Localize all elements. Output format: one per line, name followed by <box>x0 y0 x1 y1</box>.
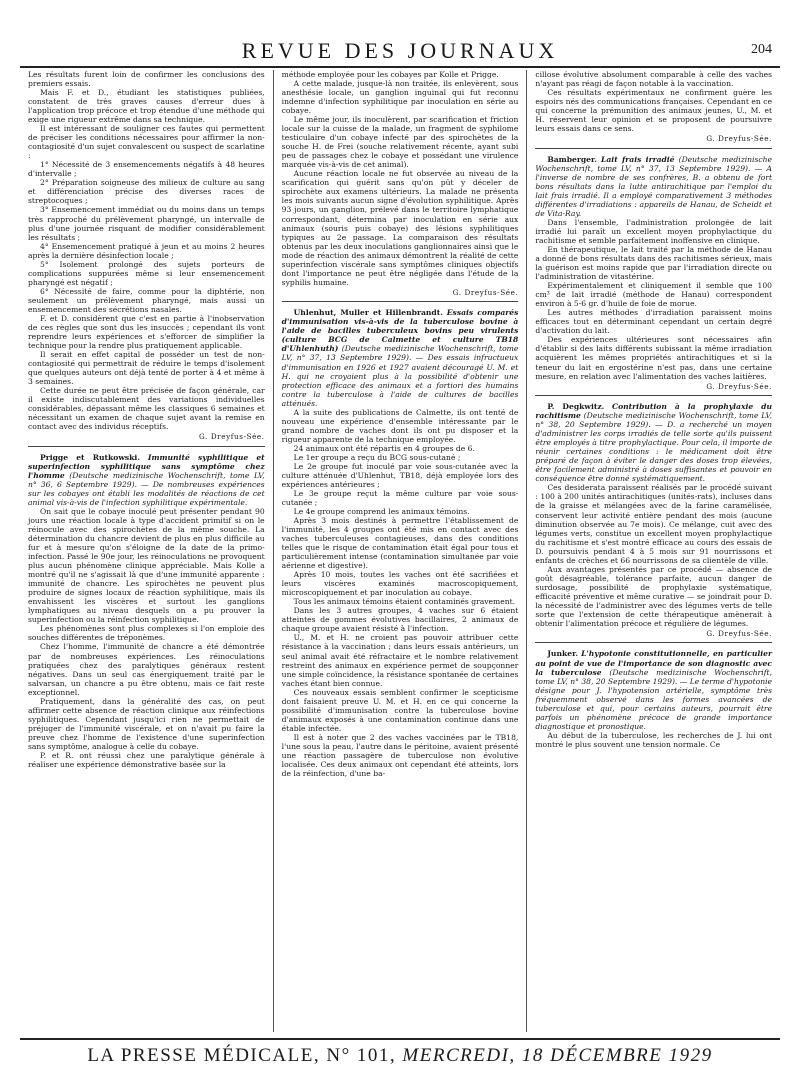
column-1 <box>20 70 273 1032</box>
author-signature: G. Dreyfus-Sée. <box>198 432 265 442</box>
author-signature: G. Dreyfus-Sée. <box>706 628 773 638</box>
body-paragraph: Le 4e groupe comprend les animaux témoins. <box>293 507 470 516</box>
article-source-and-body: (Deutsche medizinische Wochenschrift, tome LV, n° 36, 6 Septembre 1929). — De nombreuses expériences sur les cobayes ont établi les modalités de réactions de cet animal vis-à-vis de l'infection syphilitique expérimentale. <box>28 470 265 507</box>
article-separator <box>535 395 772 396</box>
body-paragraph: A cette malade, jusque-là non traitée, ils enlevèrent, sous anesthésie locale, un ganglion inguinal qui fut reconnu indemne d'infection syphilitique par inoculation en série au cobaye. <box>281 79 519 116</box>
body-paragraph: 1° Nécessité de 3 ensemencements négatifs à 48 heures d'intervalle ; <box>28 160 265 179</box>
body-paragraph: Expérimentalement et cliniquement il semble que 100 cm³ de lait irradié (méthode de Hanau) correspondent environ à 5-6 gr. d'huile de foie de morue. <box>535 281 773 309</box>
article-title: Lait frais irradié <box>601 154 675 164</box>
body-paragraph: 4° Ensemencement pratiqué à jeun et au moins 2 heures après la dernière désinfection locale ; <box>28 241 265 260</box>
body-paragraph: On sait que le cobaye inoculé peut présenter pendant 90 jours une réaction locale à type d'accident primitif si on le réinocule avec des spirochètes de la même souche. La détermination du chancre devient de plus en plus difficile au fur et à mesure qu'on s'éloigne de la date de la primo-infection. Passé le 90e jour, les réinoculations ne provoquent plus aucun phénomène clinique appréciable. Mais Kolle a montré qu'il ne s'agissait là que d'une immunité apparente : immunité de chancre. Les spirochètes ne peuvent plus produire de signes locaux de réaction syphilitique, mais ils envahissent les viscères et surtout les ganglions lymphatiques au niveau desquels on a pu prouver la superinfection ou la réinfection syphilitique. <box>28 507 265 625</box>
body-paragraph: 6° Nécessité de faire, comme pour la diphtérie, non seulement un prélèvement pharyngé, mais aussi un ensemencement des sécrétions nasales. <box>28 286 265 314</box>
author-signature: G. Dreyfus-Sée. <box>706 134 773 144</box>
article-source-and-body: (Deutsche medizinische Wochenschrift, tome LV, n° 38, 20 Septembre 1929). — D. a recherché un moyen d'administrer les corps irradiés de telle sorte qu'ils puissent être employés à titre prophylactique. Pour cela, il importe de réunir certaines conditions : le médicament doit être préparé de façon à éviter le danger des doses trop élevées, être facilement administré à doses suffisantes et pouvoir en conséquence être donné systématiquement. <box>535 411 773 484</box>
body-paragraph: A la suite des publications de Calmette, ils ont tenté de nouveau une expérience d'ensemble intéressante par le grand nombre de vaches dont ils ont pu disposer et la rigueur apparente de la technique employée. <box>281 407 519 444</box>
body-paragraph: F. et D. considèrent que c'est en partie à l'inobservation de ces règles que sont dus les insuccès ; cependant ils vont reprendre leurs expériences et s'efforcer de simplifier la technique pour la rendre plus pratiquement applicable. <box>28 313 265 350</box>
section-title: REVUE DES JOURNAUX <box>241 38 559 63</box>
header-rule <box>20 66 780 68</box>
body-paragraph: Ces desiderata paraissent réalisés par le procédé suivant : 100 à 200 unités antirachitiques (unités-rats), incluses dans de la graisse et mélangées avec de la farine caramélisée, conservent leur activité entière pendant des mois (aucune diminution observée au 7e mois). Ce mélange, cuit avec des légumes verts, constitue un excellent moyen prophylactique du rachitisme et s'est montré efficace au cours des essais de D. poursuivis pendant 4 à 5 mois sur 91 nourrissons et enfants de crèches et 66 nourrissons de sa clientèle de ville. <box>535 483 773 565</box>
body-paragraph: Aux avantages présentés par ce procédé — absence de goût désagréable, tolérance parfaite, aucun danger de surdosage, possibilité de prophylaxie systématique, efficacité préventive et même curative — se joindrait pour D. la nécessité de l'administrer avec des légumes verts de telle sorte que l'extension de cette thérapeutique amènerait à obtenir l'alimentation précoce et régulière de légumes. <box>535 564 773 628</box>
article-authors: P. Degkwitz. <box>547 402 605 412</box>
article-title: Essais comparés d'immunisation vis-à-vis de la tuberculose bovine à l'aide de bacilles tuberculeux bovins peu virulents (culture BCG de Calmette et culture TB18 d'Uhlenhuth) <box>281 308 519 354</box>
article-title: Immunité syphilitique et superinfection syphilitique sans symptôme chez l'homme <box>28 452 265 480</box>
body-paragraph: Tous les animaux témoins étaient contaminés gravement. <box>293 597 516 607</box>
body-paragraph: méthode employée pour les cobayes par Kolle et Prigge. <box>281 70 499 79</box>
body-paragraph: U., M. et H. ne croient pas pouvoir attribuer cette résistance à la vaccination ; dans leurs essais antérieurs, un seul animal avait été réfractaire et le nombre relativement restreint des animaux en expérience permet de soupçonner une simple coïncidence, la résistance spontanée de certaines vaches étant bien connue. <box>281 633 519 688</box>
article-separator <box>282 301 519 302</box>
article-heading <box>282 308 519 407</box>
body-paragraph: Aucune réaction locale ne fut observée au niveau de la scarification qui guérit sans qu'on pût y déceler de spirochète aux examens ultérieurs. La malade ne présenta les mois suivants aucun signe d'évolution syphilitique. Après 93 jours, un ganglion, prélevé dans le territoire lymphatique correspondant, détermina par inoculation en série aux animaux (souris puis cobaye) des lésions syphilitiques typiques au 2e passage. La comparaison des résultats obtenus par les deux inoculations ganglionnaires ainsi que le mode de réaction des animaux démontrent la réalité de cette superinfection viscérale sans symptômes cliniques objectifs dont l'importance ne peut être négligée dans l'étude de la syphilis humaine. <box>281 169 519 287</box>
body-paragraph: 24 animaux ont été répartis en 4 groupes de 6. <box>293 443 475 453</box>
body-paragraph: Cette durée ne peut être précisée de façon générale, car il existe indiscutablement des variations individuelles considérables, dépassant même les classiques 6 semaines et nécessitant un examen de chaque sujet avant la remise en contact avec des individus réceptifs. <box>28 386 265 432</box>
footer-date: MERCREDI, 18 DÉCEMBRE 1929 <box>402 1045 713 1066</box>
article-source-and-body: (Deutsche medizinische Wochenschrift, tome LV, n° 37, 13 Septembre 1929). — A l'inverse de nombre de ses confrères, B. a obtenu de fort bons résultats dans la lutte antirachitique par l'emploi du lait frais irradié. Il a employé comparativement 3 méthodes différentes d'irradiations : appareils de Hanau, de Scheidt et de Vita-Ray. <box>535 154 773 218</box>
body-paragraph: Les phénomènes sont plus complexes si l'on emploie des souches différentes de tréponèmes. <box>28 624 265 643</box>
footer-journal: LA PRESSE MÉDICALE, N° 101, <box>87 1045 397 1066</box>
footer-rule <box>20 1038 780 1040</box>
page-footer <box>20 1045 780 1067</box>
body-paragraph: Les autres méthodes d'irradiation paraissent moins efficaces tout en déterminant cependant un certain degré d'activation du lait. <box>535 308 773 336</box>
body-paragraph: cillose évolutive absolument comparable à celle des vaches n'ayant pas réagi de façon notable à la vaccination. <box>535 70 773 89</box>
article-separator <box>535 642 772 643</box>
body-paragraph: 5° Isolement prolongé des sujets porteurs de complications suppurées même si leur ensemencement pharyngé est négatif ; <box>28 259 265 287</box>
body-paragraph: Chez l'homme, l'immunité de chancre a été démontrée par de nombreuses expériences. Les réinoculations pratiquées chez des paralytiques généraux restent négatives. Dans un seul cas énergiquement traité par le salvarsan, un chancre a pu être obtenu, mais ce fait reste exceptionnel. <box>28 642 265 697</box>
article-heading <box>535 155 772 218</box>
body-paragraph: En thérapeutique, le lait traité par la méthode de Hanau a donné de bons résultats dans des rachitismes sérieux, mais la guérison est moins rapide que par l'irradiation directe ou l'administration de vitastérine. <box>535 245 773 282</box>
body-paragraph: Il serait en effet capital de posséder un test de non-contagiosité qui permettrait de réduire le temps d'isolement que quelques auteurs ont déjà tenté de porter à 4 et même à 3 semaines. <box>28 349 265 387</box>
body-paragraph: Mais F. et D., étudiant les statistiques publiées, constatent de très graves causes d'erreur dues à l'application trop précoce et trop étendue d'une méthode qui exige une rigueur extrême dans sa technique. <box>28 88 265 125</box>
article-separator <box>535 148 772 149</box>
article-title: L'hypotonie constitutionnelle, en particulier au point de vue de l'importance de son diagnostic avec la tuberculose <box>535 649 773 677</box>
article-heading <box>535 402 772 483</box>
article-separator <box>28 446 265 447</box>
article-title: Contribution à la prophylaxie du rachitisme <box>535 402 773 421</box>
article-authors: Junker. <box>547 649 579 659</box>
article-source-and-body: (Deutsche medizinische Wochenschrift, tome LV, n° 38, 20 Septembre 1929). — Le terme d'hypotonie désigne pour J. l'hypotension artérielle, symptôme très fréquemment observé dans les formes avancées de tuberculose et qui, pour certains auteurs, pourrait être parfois un phénomène précoce de grande importance diagnostique et pronostique. <box>535 667 773 731</box>
article-authors: Uhlenhut, Muller et Hillenbrandt. <box>293 308 443 318</box>
body-paragraph: 3° Ensemencement immédiat ou du moins dans un temps très rapproché du prélèvement pharyngé, un intervalle de plus d'une journée risquant de modifier considérablement les résultats ; <box>28 205 265 242</box>
body-paragraph: Ces nouveaux essais semblent confirmer le scepticisme dont faisaient preuve U. M. et H. en ce qui concerne la possibilité d'immunisation contre la tuberculose bovine d'animaux exposés à une contamination continue dans une étable infectée. <box>281 687 519 733</box>
body-paragraph: Ces résultats expérimentaux ne confirment guère les espoirs nés des communications françaises. Cependant en ce qui concerne la prémunition des animaux jeunes, U., M. et H. réservent leur opinion et se proposent de poursuivre leurs essais dans ce sens. <box>535 88 773 134</box>
body-paragraph: Le 1er groupe a reçu du BCG sous-cutané ; <box>293 452 461 462</box>
body-paragraph: Le 2e groupe fut inoculé par voie sous-cutanée avec la culture atténuée d'Uhlenhut, TB18, déjà employée lors des expériences antérieures ; <box>281 461 519 489</box>
column-3 <box>526 70 780 1032</box>
body-paragraph: Dans les 3 autres groupes, 4 vaches sur 6 étaient atteintes de gommes évolutives bacillaires, 2 animaux de chaque groupe avaient résisté à l'infection. <box>281 606 519 634</box>
running-header <box>20 36 780 66</box>
body-paragraph: Il est intéressant de souligner ces fautes qui permettent de préciser les conditions nécessaires pour affirmer la non-contagiosité d'un sujet convalescent ou suspect de scarlatine : <box>28 124 265 161</box>
article-heading <box>535 649 772 730</box>
article-authors: Bamberger. <box>547 154 597 164</box>
page-number: 204 <box>751 42 772 57</box>
body-paragraph: P. et R. ont réussi chez une paralytique générale à réaliser une expérience démonstrative basée sur la <box>28 750 265 769</box>
body-paragraph: Des expériences ultérieures sont nécessaires afin d'établir si des laits différents subissant la même irradiation acquièrent les mêmes propriétés antirachitiques et si la teneur du lait en ergostérine n'est pas, dans une certaine mesure, en relation avec l'alimentation des vaches laitières. <box>535 335 773 381</box>
body-paragraph: Les résultats furent loin de confirmer les conclusions des premiers essais. <box>28 70 265 89</box>
body-paragraph: Le même jour, ils inoculèrent, par scarification et friction locale sur la cuisse de la malade, un fragment de syphilome testiculaire d'un cobaye infecté par des spirochètes de la souche H. de Frei (souche relativement récente, ayant subi peu de passages chez le cobaye et possédant une virulence marquée vis-à-vis de cet animal). <box>281 115 519 170</box>
article-heading <box>28 453 265 507</box>
author-signature: G. Dreyfus-Sée. <box>706 381 773 391</box>
article-authors: Prigge et Rutkowski. <box>40 452 140 462</box>
author-signature: G. Dreyfus-Sée. <box>452 287 519 297</box>
body-paragraph: 2° Préparation soigneuse des milieux de culture au sang et différenciation précise des diverses races de streptocoques ; <box>28 178 265 206</box>
body-paragraph: Dans l'ensemble, l'administration prolongée de lait irradié lui paraît un excellent moyen prophylactique du rachitisme et semble parfaitement inoffensive en clinique. <box>535 218 773 246</box>
body-paragraph: Le 3e groupe reçut la même culture par voie sous-cutanée ; <box>281 488 519 507</box>
article-source-and-body: (Deutsche medizinische Wochenschrift, tome LV, n° 37, 13 Septembre 1929). — Des essais infructueux d'immunisation en 1926 et 1927 avaient découragé U. M. et H. qui ne croyaient plus à la possibilité d'obtenir une protection efficace des animaux et a fortiori des humains contre la tuberculose à l'aide de cultures de bacilles atténués. <box>281 344 519 408</box>
body-paragraph: Pratiquement, dans la généralité des cas, on peut affirmer cette absence de réaction clinique aux réinfections syphilitiques. Cependant jusqu'ici rien ne permettait de préjuger de l'immunité viscérale, et on n'avait pu faire la preuve chez l'homme de l'existence d'une superinfection sans symptôme, analogue à celle du cobaye. <box>28 696 265 751</box>
body-paragraph: Au début de la tuberculose, les recherches de J. lui ont montré le plus souvent une tension normale. Ce <box>535 730 773 749</box>
column-2 <box>273 70 527 1032</box>
body-paragraph: Il est à noter que 2 des vaches vaccinées par le TB18, l'une sous la peau, l'autre dans le péritoine, avaient présenté une réaction passagère de tuberculose non évolutive localisée. Ces deux animaux ont cependant été atteints, lors de la réinfection, d'une ba- <box>281 732 519 778</box>
body-paragraph: Après 10 mois, toutes les vaches ont été sacrifiées et leurs viscères examinés macroscopiquement, microscopiquement et par inoculation au cobaye. <box>281 570 519 598</box>
body-paragraph: Après 3 mois destinés à permettre l'établissement de l'immunité, les 4 groupes ont été mis en contact avec des vaches tuberculeuses contagieuses, dans des conditions telles que le risque de contamination était égal pour tous et particulièrement intense (contamination simultanée par voie aérienne et digestive). <box>281 516 519 571</box>
article-columns <box>20 70 780 1032</box>
